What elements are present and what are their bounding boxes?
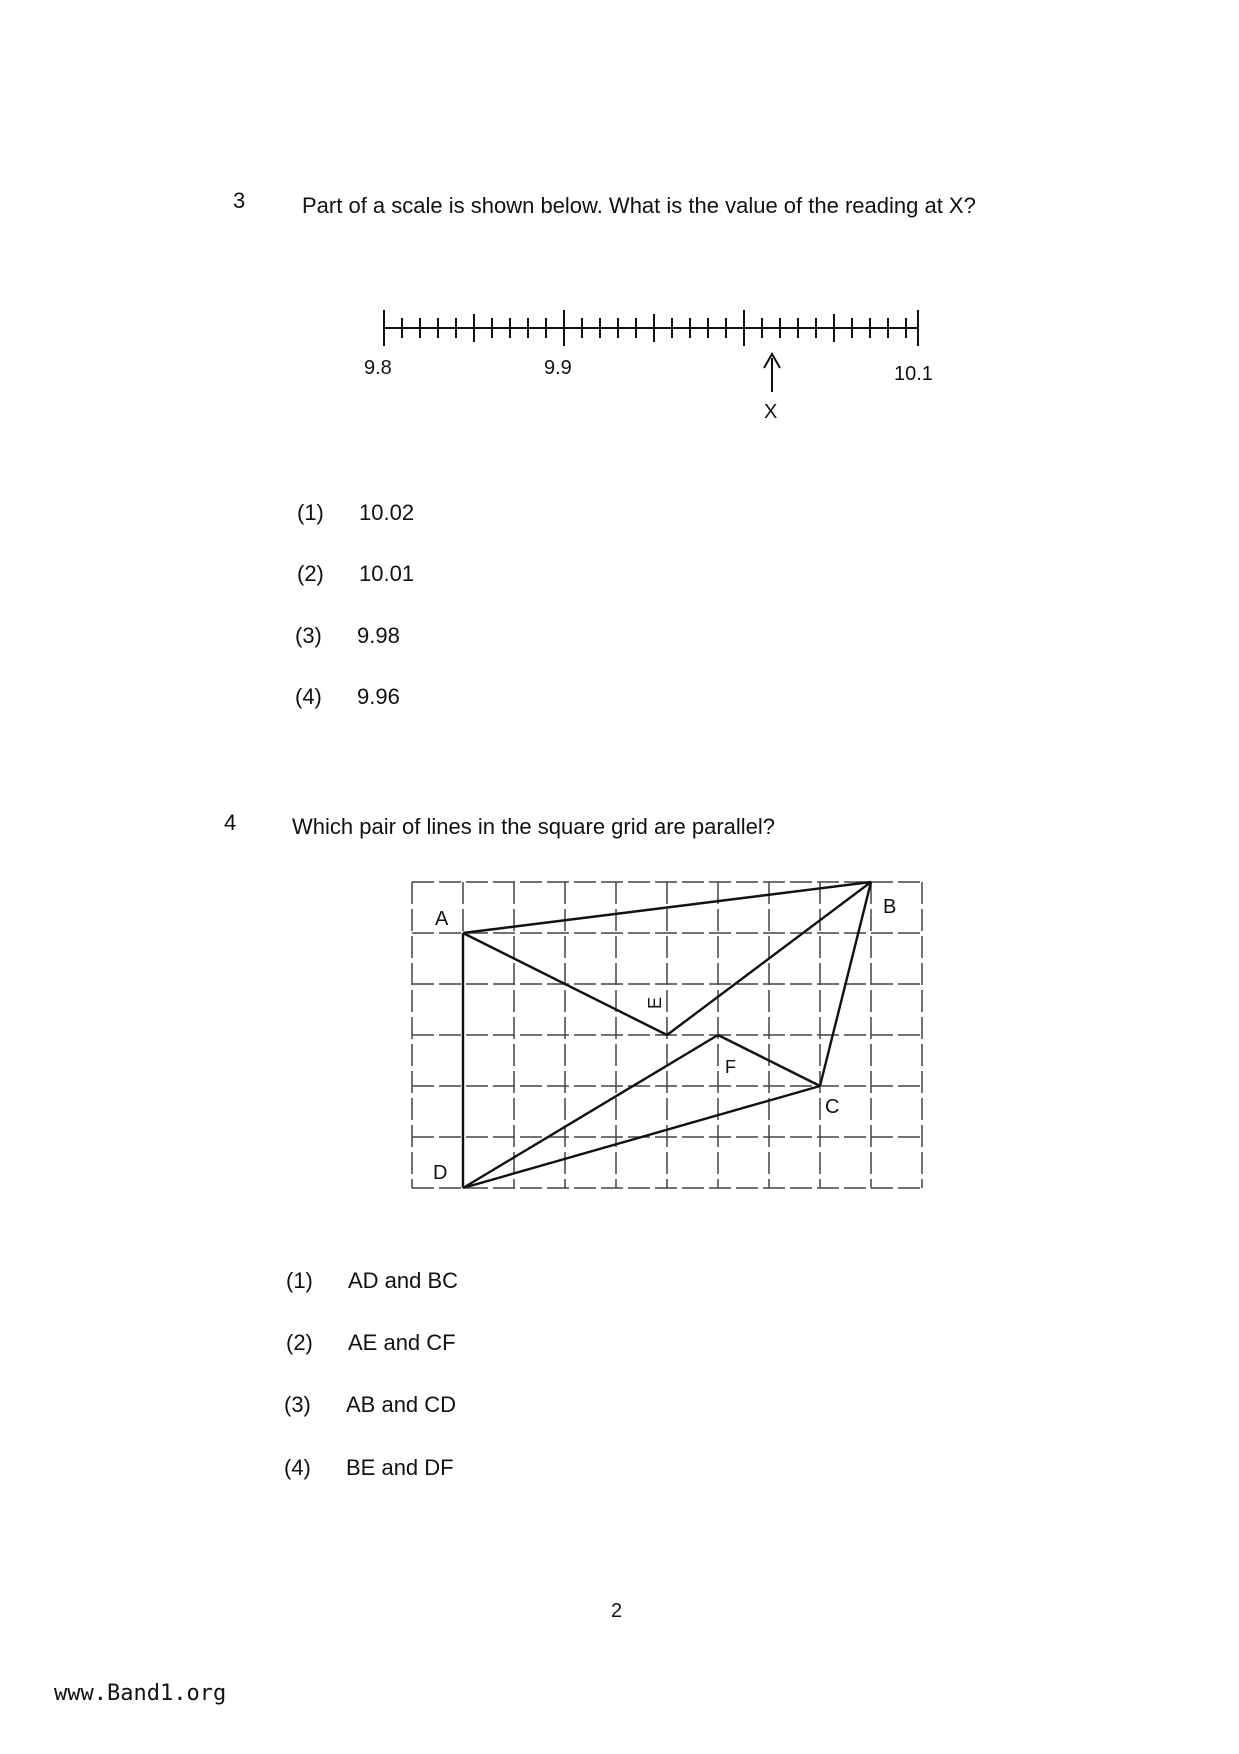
question-4-option-2: (2) AE and CF bbox=[286, 1330, 456, 1355]
question-4-option-1: (1) AD and BC bbox=[286, 1268, 459, 1293]
point-label-e: E bbox=[645, 996, 665, 1009]
question-3-option-4: (4) 9.96 bbox=[295, 684, 400, 709]
question-4-option-4: (4) BE and DF bbox=[284, 1455, 454, 1480]
question-3-option-1: (1) 10.02 bbox=[297, 500, 415, 525]
page-number: 2 bbox=[611, 1600, 623, 1622]
line-df bbox=[463, 1035, 718, 1188]
point-label-f: F bbox=[725, 1057, 736, 1077]
point-label-d: D bbox=[433, 1162, 448, 1184]
point-label-a: A bbox=[435, 908, 449, 930]
square-grid-diagram bbox=[405, 875, 935, 1205]
question-4-number: 4 bbox=[224, 810, 237, 835]
question-4-option-3: (3) AB and CD bbox=[284, 1392, 457, 1417]
scale-marker-x: X bbox=[764, 401, 778, 423]
point-label-c: C bbox=[825, 1096, 840, 1118]
point-label-b: B bbox=[883, 896, 897, 918]
question-3-option-2: (2) 10.01 bbox=[297, 561, 415, 586]
question-3-option-3: (3) 9.98 bbox=[295, 623, 400, 648]
line-eb bbox=[667, 882, 871, 1035]
scale-label-9-8: 9.8 bbox=[364, 357, 392, 379]
footer-url: www.Band1.org bbox=[54, 1681, 227, 1706]
scale-label-9-9: 9.9 bbox=[544, 357, 572, 379]
question-3-number: 3 bbox=[233, 188, 246, 213]
scale-label-10-1: 10.1 bbox=[894, 363, 933, 385]
question-3-text: Part of a scale is shown below. What is the value of the reading at X? bbox=[302, 193, 976, 218]
scale-diagram bbox=[360, 290, 960, 440]
question-4-text: Which pair of lines in the square grid are parallel? bbox=[292, 814, 776, 839]
